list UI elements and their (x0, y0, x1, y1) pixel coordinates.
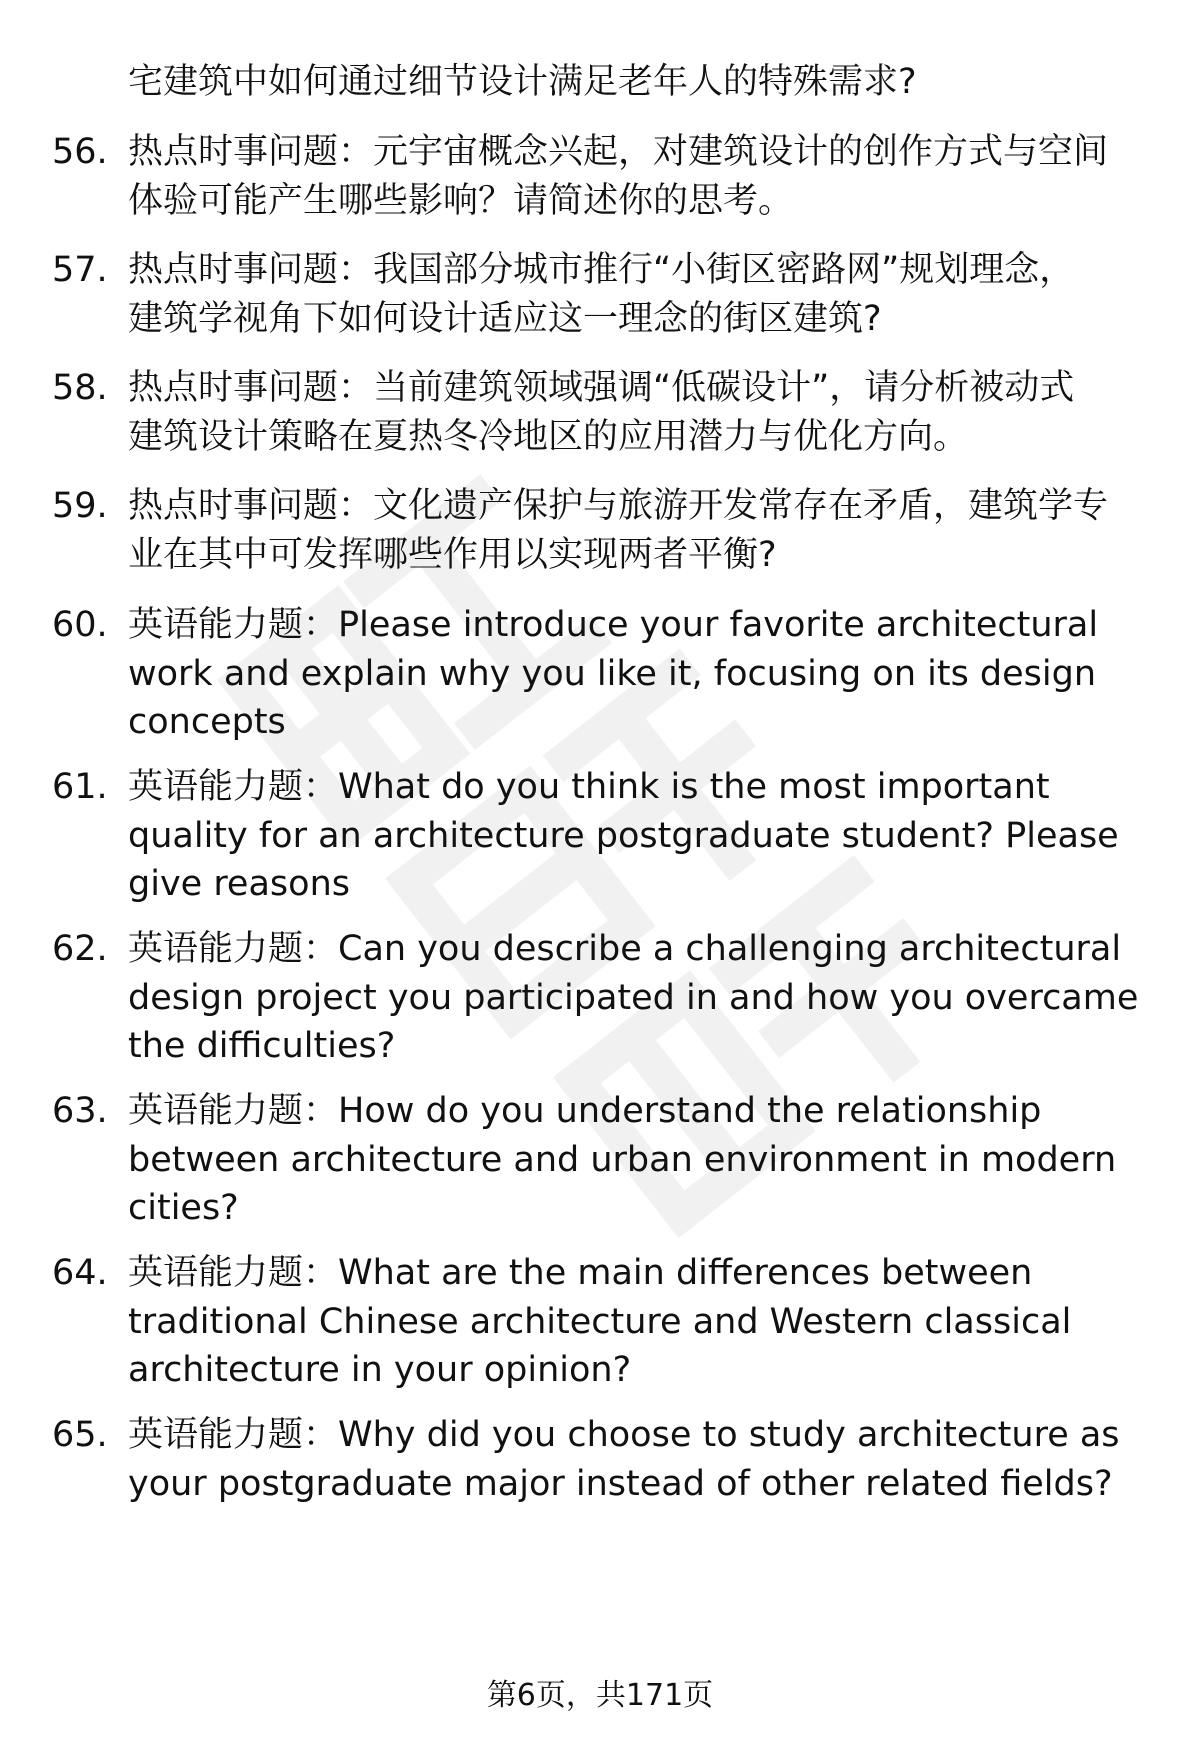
question-line: 热点时事问题：当前建筑领域强调“低碳设计”，请分析被动式 (128, 368, 1075, 408)
question-number: 62. (52, 929, 108, 969)
question-line: give reasons (128, 864, 350, 904)
question-text (128, 1249, 1138, 1395)
question-number: 64. (52, 1253, 108, 1293)
question-line: 英语能力题：What are the main differences between (128, 1253, 1033, 1293)
question-line: traditional Chinese architecture and Western classical (128, 1301, 1072, 1342)
question-text (128, 128, 1138, 225)
question-text (128, 246, 1138, 343)
question-text (128, 482, 1138, 579)
question-text (128, 1087, 1138, 1233)
page-footer: 第6页，共171页 (486, 1678, 714, 1713)
question-line: 热点时事问题：我国部分城市推行“小街区密路网”规划理念， (128, 250, 1075, 290)
question-text (128, 925, 1138, 1071)
question-number: 63. (52, 1091, 108, 1131)
question-line: the difficulties? (128, 1026, 396, 1066)
question-line: 业在其中可发挥哪些作用以实现两者平衡? (128, 534, 777, 575)
question-line: 体验可能产生哪些影响？请简述你的思考。 (128, 180, 794, 221)
question-line: 建筑学视角下如何设计适应这一理念的街区建筑? (128, 298, 882, 339)
question-number: 65. (52, 1415, 108, 1455)
question-line: 热点时事问题：元宇宙概念兴起，对建筑设计的创作方式与空间 (128, 132, 1109, 172)
question-text (128, 601, 1138, 747)
question-line: 英语能力题：Please introduce your favorite architectural (128, 605, 1099, 645)
question-text (128, 763, 1138, 909)
question-number: 57. (52, 250, 108, 290)
question-line: 英语能力题：Can you describe a challenging architectural (128, 929, 1122, 969)
question-line: design project you participated in and how you overcame (128, 977, 1139, 1018)
question-line: between architecture and urban environment in modern (128, 1139, 1117, 1180)
question-number: 60. (52, 605, 108, 645)
question-number: 59. (52, 486, 108, 526)
question-text (128, 364, 1138, 461)
question-line: architecture in your opinion? (128, 1350, 632, 1390)
question-line: cities? (128, 1188, 239, 1228)
continuation-text: 宅建筑中如何通过细节设计满足老年人的特殊需求? (128, 62, 917, 102)
question-number: 61. (52, 767, 108, 807)
question-line: 英语能力题：What do you think is the most important (128, 767, 1050, 807)
question-line: 英语能力题：How do you understand the relationship (128, 1091, 1042, 1131)
question-line: your postgraduate major instead of other related fields? (128, 1463, 1113, 1504)
question-line: work and explain why you like it, focusing on its design (128, 653, 1097, 694)
question-number: 56. (52, 132, 108, 172)
question-line: 建筑设计策略在夏热冬冷地区的应用潜力与优化方向。 (128, 416, 969, 457)
question-number: 58. (52, 368, 108, 408)
question-text (128, 1411, 1138, 1508)
question-line: 热点时事问题：文化遗产保护与旅游开发常存在矛盾，建筑学专 (128, 486, 1109, 526)
question-line: 英语能力题：Why did you choose to study architecture as (128, 1415, 1120, 1455)
question-line: concepts (128, 702, 286, 742)
question-line: quality for an architecture postgraduate student? Please (128, 815, 1119, 856)
